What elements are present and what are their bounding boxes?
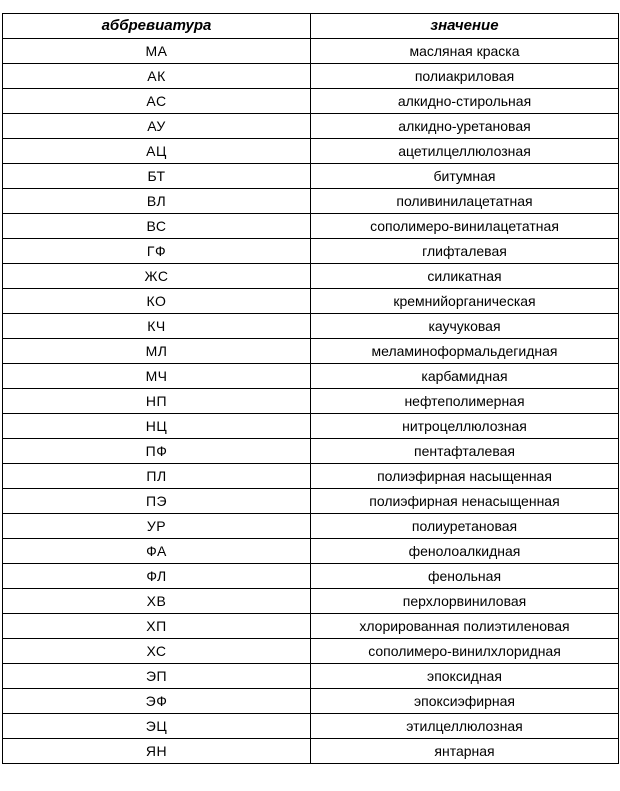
abbreviation-cell: УР (3, 514, 311, 539)
meaning-cell: этилцеллюлозная (311, 714, 619, 739)
abbreviation-table-container (2, 13, 618, 764)
meaning-cell: алкидно-уретановая (311, 114, 619, 139)
abbreviation-cell: ЖС (3, 264, 311, 289)
abbreviation-cell: НП (3, 389, 311, 414)
table-row (3, 189, 619, 214)
meaning-cell: кремнийорганическая (311, 289, 619, 314)
table-row (3, 64, 619, 89)
table-row (3, 364, 619, 389)
table-row (3, 114, 619, 139)
table-row (3, 664, 619, 689)
abbreviation-cell: АЦ (3, 139, 311, 164)
meaning-cell: силикатная (311, 264, 619, 289)
table-row (3, 264, 619, 289)
table-row (3, 339, 619, 364)
meaning-cell: меламиноформальдегидная (311, 339, 619, 364)
header-abbreviation: аббревиатура (3, 14, 311, 39)
meaning-cell: нитроцеллюлозная (311, 414, 619, 439)
table-row (3, 289, 619, 314)
meaning-cell: глифталевая (311, 239, 619, 264)
abbreviation-table (2, 13, 619, 764)
table-row (3, 514, 619, 539)
meaning-cell: каучуковая (311, 314, 619, 339)
meaning-cell: полиэфирная ненасыщенная (311, 489, 619, 514)
abbreviation-cell: ГФ (3, 239, 311, 264)
table-row (3, 689, 619, 714)
abbreviation-cell: НЦ (3, 414, 311, 439)
abbreviation-cell: ХВ (3, 589, 311, 614)
abbreviation-cell: ЭЦ (3, 714, 311, 739)
table-row (3, 489, 619, 514)
table-row (3, 39, 619, 64)
abbreviation-cell: АК (3, 64, 311, 89)
table-row (3, 614, 619, 639)
table-row (3, 464, 619, 489)
abbreviation-cell: ФЛ (3, 564, 311, 589)
abbreviation-cell: ПЛ (3, 464, 311, 489)
abbreviation-cell: МЛ (3, 339, 311, 364)
abbreviation-cell: ЭП (3, 664, 311, 689)
meaning-cell: полиакриловая (311, 64, 619, 89)
header-meaning: значение (311, 14, 619, 39)
table-row (3, 714, 619, 739)
table-row (3, 164, 619, 189)
table-row (3, 739, 619, 764)
meaning-cell: эпоксиэфирная (311, 689, 619, 714)
abbreviation-cell: ПФ (3, 439, 311, 464)
meaning-cell: алкидно-стирольная (311, 89, 619, 114)
abbreviation-cell: АУ (3, 114, 311, 139)
table-row (3, 414, 619, 439)
meaning-cell: перхлорвиниловая (311, 589, 619, 614)
meaning-cell: ацетилцеллюлозная (311, 139, 619, 164)
table-row (3, 589, 619, 614)
abbreviation-cell: ВЛ (3, 189, 311, 214)
meaning-cell: эпоксидная (311, 664, 619, 689)
abbreviation-cell: ЭФ (3, 689, 311, 714)
meaning-cell: янтарная (311, 739, 619, 764)
abbreviation-cell: ПЭ (3, 489, 311, 514)
meaning-cell: масляная краска (311, 39, 619, 64)
table-row (3, 214, 619, 239)
abbreviation-cell: ЯН (3, 739, 311, 764)
meaning-cell: фенольная (311, 564, 619, 589)
abbreviation-cell: КЧ (3, 314, 311, 339)
table-row (3, 389, 619, 414)
meaning-cell: карбамидная (311, 364, 619, 389)
abbreviation-cell: ХП (3, 614, 311, 639)
meaning-cell: сополимеро-винилацетатная (311, 214, 619, 239)
table-row (3, 314, 619, 339)
table-row (3, 439, 619, 464)
abbreviation-cell: МА (3, 39, 311, 64)
meaning-cell: нефтеполимерная (311, 389, 619, 414)
meaning-cell: сополимеро-винилхлоридная (311, 639, 619, 664)
meaning-cell: битумная (311, 164, 619, 189)
table-row (3, 539, 619, 564)
meaning-cell: хлорированная полиэтиленовая (311, 614, 619, 639)
table-row (3, 139, 619, 164)
table-row (3, 639, 619, 664)
abbreviation-cell: МЧ (3, 364, 311, 389)
abbreviation-cell: КО (3, 289, 311, 314)
abbreviation-cell: ВС (3, 214, 311, 239)
meaning-cell: полиуретановая (311, 514, 619, 539)
meaning-cell: поливинилацетатная (311, 189, 619, 214)
table-row (3, 239, 619, 264)
table-row (3, 564, 619, 589)
meaning-cell: полиэфирная насыщенная (311, 464, 619, 489)
table-header-row (3, 14, 619, 39)
abbreviation-cell: ХС (3, 639, 311, 664)
abbreviation-cell: АС (3, 89, 311, 114)
meaning-cell: фенолоалкидная (311, 539, 619, 564)
abbreviation-cell: БТ (3, 164, 311, 189)
meaning-cell: пентафталевая (311, 439, 619, 464)
table-row (3, 89, 619, 114)
abbreviation-cell: ФА (3, 539, 311, 564)
